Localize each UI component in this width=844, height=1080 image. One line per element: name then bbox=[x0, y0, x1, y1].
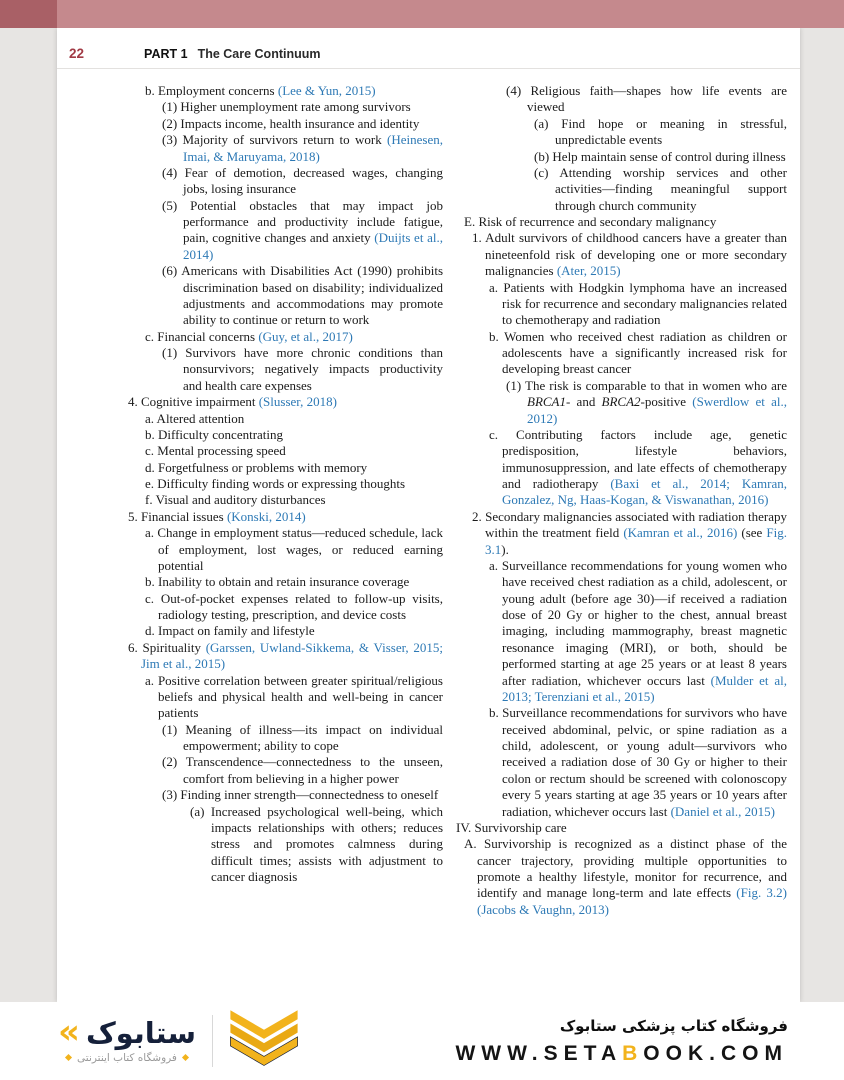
page-header bbox=[57, 28, 800, 69]
outline-item bbox=[112, 394, 443, 410]
url-letter: A bbox=[600, 1041, 623, 1065]
citation-link[interactable]: (Daniel et al., 2015) bbox=[670, 803, 775, 819]
citation-link[interactable]: (Mulder et al, 2013; Terenziani et al., 2015) bbox=[502, 672, 787, 704]
left-column bbox=[112, 83, 443, 985]
citation-link[interactable]: (Konski, 2014) bbox=[226, 508, 306, 524]
body-text: (b) Help maintain sense of control during illness bbox=[534, 148, 786, 164]
outline-item bbox=[456, 230, 787, 279]
body-text: E. Risk of recurrence and secondary malignancy bbox=[464, 214, 717, 229]
body-text: and bbox=[570, 394, 602, 410]
body-text: c. Out-of-pocket expenses related to follow-up visits, radiology testing, prescription, and device costs bbox=[145, 590, 443, 622]
url-letter: S bbox=[543, 1041, 564, 1065]
outline-item bbox=[456, 558, 787, 705]
body-text: c. Financial concerns bbox=[145, 328, 259, 344]
outline-item bbox=[112, 116, 443, 132]
outline-item bbox=[456, 329, 787, 378]
citation-link[interactable]: (Jacobs & Vaughn, 2013) bbox=[477, 901, 609, 917]
body-text: (1) Survivors have more chronic conditions than nonsurvivors; negatively impacts productivity and health care expenses bbox=[162, 345, 443, 393]
body-text: -positive bbox=[640, 394, 693, 410]
body-text: b. Surveillance recommendations for survivors who have received abdominal, pelvic, or spine radiation as a child, adolescent, or young adult—survivors who received a radiation dose of 30 Gy or higher to their colon or rectum should be screened with colonoscopy every 5 years starting at age 35 years or 10 years after radiation, whichever occurs last bbox=[489, 705, 787, 819]
body-text: a. Change in employment status—reduced schedule, lack of employment, lost wages, or reduced earning potential bbox=[145, 525, 443, 573]
body-text: b. Difficulty concentrating bbox=[145, 426, 284, 442]
citation-link[interactable]: (Fig. 3.2) bbox=[736, 885, 788, 901]
body-text: a. Surveillance recommendations for young women who have received chest radiation as a child, adolescent, or young adult (before age 30)—if received a radiation dose of 20 Gy or higher to the chest, annual breast imaging, including mammography, breast magnetic resonance imaging (MRI), or both, should be performed starting at age 25 years or at least 8 years after radiation, whichever occurs last bbox=[489, 557, 787, 688]
body-text: (4) Fear of demotion, decreased wages, changing jobs, losing insurance bbox=[162, 164, 443, 197]
body-text: 5. Financial issues bbox=[128, 508, 227, 524]
body-text: (1) Meaning of illness—its impact on individual empowerment; ability to cope bbox=[162, 721, 443, 753]
citation-link[interactable]: (Ater, 2015) bbox=[556, 263, 621, 279]
url-letter: W bbox=[507, 1041, 532, 1065]
outline-item bbox=[112, 804, 443, 886]
body-text: 1. Adult survivors of childhood cancers have a greater than nineteenfold risk of developing one or more secondary malignancies bbox=[472, 230, 787, 279]
citation-link[interactable]: (Slusser, 2018) bbox=[258, 394, 337, 410]
body-text: (a) Find hope or meaning in stressful, unpredictable events bbox=[534, 115, 787, 148]
outline-item bbox=[112, 722, 443, 755]
outline-item bbox=[112, 99, 443, 115]
outline-item bbox=[112, 591, 443, 624]
body-text: c. Mental processing speed bbox=[145, 443, 286, 459]
body-text: (3) Majority of survivors return to work bbox=[162, 132, 388, 148]
body-text: 4. Cognitive impairment bbox=[128, 394, 259, 410]
top-color-bar bbox=[0, 0, 844, 28]
body-text: (4) Religious faith—shapes how life events are viewed bbox=[506, 83, 787, 115]
url-letter: O bbox=[643, 1041, 666, 1065]
page-number: 22 bbox=[69, 46, 85, 61]
body-text: (1) The risk is comparable to that in women who are bbox=[506, 377, 787, 393]
outline-item bbox=[112, 574, 443, 590]
url-letter: W bbox=[455, 1041, 482, 1065]
citation-link[interactable]: (Duijts et al., 2014) bbox=[183, 230, 443, 262]
outline-item bbox=[112, 673, 443, 722]
outline-item bbox=[112, 754, 443, 787]
brand-subtitle: فروشگاه کتاب اینترنتی bbox=[58, 1052, 196, 1064]
part-label: PART 1 bbox=[144, 47, 188, 61]
citation-link[interactable]: (Garssen, Uwland-Sikkema, & Visser, 2015; Jim et al., 2015) bbox=[141, 639, 443, 672]
outline-item bbox=[112, 345, 443, 394]
outline-item bbox=[456, 83, 787, 116]
outline-item bbox=[112, 640, 443, 673]
body-text: A. Survivorship is recognized as a distinct phase of the cancer trajectory, providing multiple opportunities to promote a healthy lifestyle, monitor for recurrence, and identify and manage long-term and late effects bbox=[464, 836, 787, 901]
italic-text: BRCA2 bbox=[601, 394, 641, 410]
outline-item bbox=[456, 378, 787, 427]
citation-link[interactable]: (Kamran et al., 2016) bbox=[623, 525, 738, 541]
body-text: (a) Increased psychological well-being, which impacts relationships with others; reduces stress and promotes calmness during difficult times; assists with adjustment to cancer diagnosis bbox=[190, 803, 443, 884]
url-letter: B bbox=[622, 1041, 644, 1065]
outline-item bbox=[112, 263, 443, 329]
citation-link[interactable]: Fig. 3.1 bbox=[485, 525, 787, 557]
setabook-brand bbox=[58, 1010, 299, 1072]
body-text: (2) Transcendence—connectedness to the unseen, comfort from believing in a higher power bbox=[162, 754, 443, 786]
body-text: d. Forgetfulness or problems with memory bbox=[145, 459, 368, 475]
url-letter: M bbox=[764, 1041, 788, 1065]
citation-link[interactable]: (Lee & Yun, 2015) bbox=[277, 83, 376, 98]
citation-link[interactable]: (Baxi et al., 2014; Kamran, Gonzalez, Ng, Haas-Kogan, & Viswanathan, 2016) bbox=[502, 476, 787, 508]
outline-item bbox=[112, 509, 443, 525]
brand-name: ستابوک bbox=[85, 1015, 196, 1050]
body-text: a. Altered attention bbox=[145, 410, 245, 426]
body-text: b. Employment concerns bbox=[145, 83, 278, 98]
body-text: ). bbox=[501, 541, 509, 557]
url-letter: O bbox=[665, 1041, 688, 1065]
citation-link[interactable]: (Guy, et al., 2017) bbox=[258, 328, 353, 344]
double-chevron-left-icon: « bbox=[58, 1012, 80, 1053]
body-text: (c) Attending worship services and other activities—finding meaningful support through church community bbox=[534, 164, 787, 213]
outline-item bbox=[456, 149, 787, 165]
footer-watermark bbox=[0, 1002, 844, 1080]
url-letter: . bbox=[709, 1041, 721, 1065]
outline-item bbox=[112, 411, 443, 427]
outline-item bbox=[112, 476, 443, 492]
body-text: (5) Potential obstacles that may impact job performance and productivity include fatigue, pain, cognitive changes and anxiety bbox=[162, 197, 443, 246]
outline-item bbox=[112, 198, 443, 264]
outline-item bbox=[112, 83, 443, 99]
outline-item bbox=[112, 460, 443, 476]
body-text: 6. Spirituality bbox=[128, 639, 206, 655]
body-text: c. Contributing factors include age, genetic predisposition, lifestyle behaviors, immunosuppression, and late effects of chemotherapy and radiotherapy bbox=[489, 426, 787, 491]
outline-item bbox=[456, 820, 787, 836]
outline-item bbox=[456, 116, 787, 149]
outline-item bbox=[112, 787, 443, 803]
top-corner-block bbox=[0, 0, 57, 28]
body-text: b. Inability to obtain and retain insurance coverage bbox=[145, 574, 410, 590]
body-text: (1) Higher unemployment rate among survivors bbox=[162, 99, 411, 115]
outline-item bbox=[112, 165, 443, 198]
footer-right bbox=[455, 1017, 788, 1066]
footer-tagline: فروشگاه کتاب پزشکی ستابوک bbox=[559, 1016, 788, 1035]
italic-text: BRCA1- bbox=[527, 394, 571, 410]
body-text: f. Visual and auditory disturbances bbox=[145, 492, 326, 508]
outline-item bbox=[112, 427, 443, 443]
outline-item bbox=[456, 509, 787, 558]
outline-item bbox=[456, 165, 787, 214]
body-text: (3) Finding inner strength—connectedness to oneself bbox=[162, 787, 439, 803]
url-letter: T bbox=[583, 1041, 601, 1065]
url-letter: E bbox=[563, 1041, 584, 1065]
url-letter: W bbox=[481, 1041, 508, 1065]
outline-item bbox=[112, 525, 443, 574]
citation-link[interactable]: (Swerdlow et al., 2012) bbox=[527, 394, 787, 426]
outline-item bbox=[456, 836, 787, 918]
body-text: a. Patients with Hodgkin lymphoma have an increased risk for recurrence and secondary malignancies related to chemotherapy and radiation bbox=[489, 279, 787, 328]
setabook-logo-icon bbox=[229, 1010, 299, 1072]
citation-link[interactable]: (Heinesen, Imai, & Maruyama, 2018) bbox=[183, 132, 443, 164]
outline-item bbox=[456, 705, 787, 820]
body-text: (2) Impacts income, health insurance and identity bbox=[162, 115, 420, 131]
body-text: a. Positive correlation between greater spiritual/religious beliefs and physical health and well-being in cancer patients bbox=[145, 672, 443, 721]
brand-wordmark bbox=[58, 1012, 196, 1064]
body-text: e. Difficulty finding words or expressing thoughts bbox=[145, 476, 406, 491]
body-text: d. Impact on family and lifestyle bbox=[145, 623, 315, 639]
url-letter: C bbox=[720, 1041, 743, 1065]
outline-item bbox=[456, 214, 787, 230]
part-title: The Care Continuum bbox=[197, 47, 321, 61]
body-text: (see bbox=[737, 525, 767, 541]
footer-divider bbox=[212, 1015, 213, 1067]
footer-url[interactable] bbox=[455, 1042, 788, 1066]
url-letter: K bbox=[687, 1041, 710, 1065]
outline-item bbox=[112, 329, 443, 345]
url-letter: O bbox=[742, 1041, 765, 1065]
page-gutter bbox=[0, 28, 844, 1002]
body-text: IV. Survivorship care bbox=[456, 819, 567, 835]
outline-item bbox=[112, 492, 443, 508]
body-text: 2. Secondary malignancies associated with radiation therapy within the treatment field bbox=[472, 508, 787, 541]
url-letter: . bbox=[531, 1041, 544, 1065]
outline-item bbox=[456, 427, 787, 509]
book-page bbox=[57, 28, 800, 1002]
right-column bbox=[456, 83, 787, 985]
outline-item bbox=[112, 443, 443, 459]
body-text: b. Women who received chest radiation as children or adolescents have a significantly increased risk for developing breast cancer bbox=[489, 328, 787, 377]
outline-item bbox=[112, 132, 443, 165]
two-column-content bbox=[57, 69, 800, 985]
outline-item bbox=[112, 623, 443, 639]
body-text: (6) Americans with Disabilities Act (1990) prohibits discrimination based on disability; individualized adjustments and accommodations may promote ability to continue or return to work bbox=[162, 263, 443, 328]
outline-item bbox=[456, 280, 787, 329]
